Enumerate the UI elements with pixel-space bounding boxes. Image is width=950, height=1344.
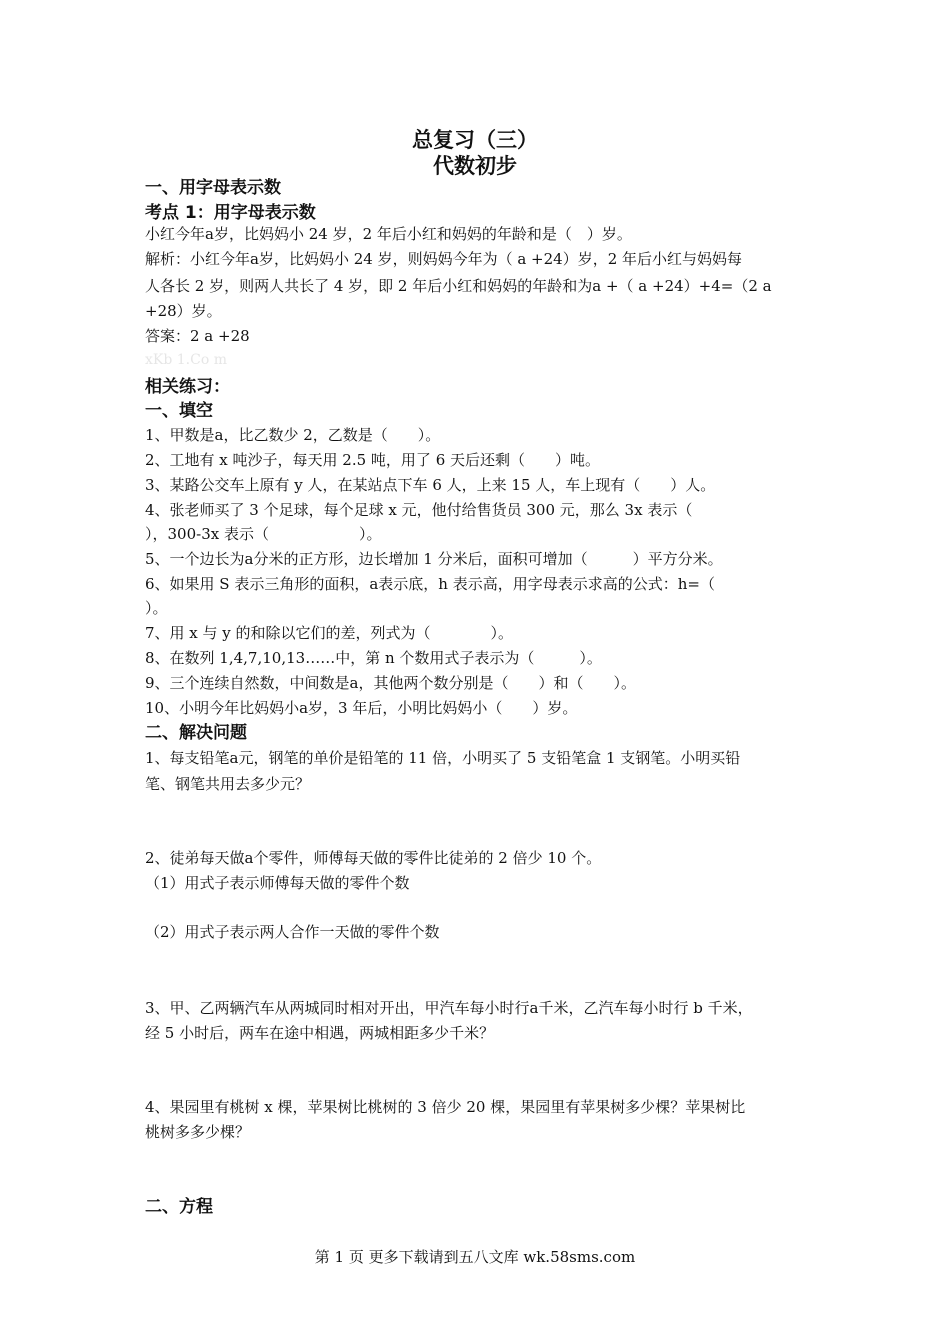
fill-item: 8、在数列 1,4,7,10,13……中，第 n 个数用式子表示为（ ）。: [145, 649, 602, 667]
fill-item: 10、小明今年比妈妈小a岁，3 年后，小明比妈妈小（ ）岁。: [145, 699, 578, 717]
equation-section-heading: 二、方程: [145, 1197, 213, 1217]
solve-item: 桃树多多少棵？: [145, 1123, 251, 1141]
example-analysis-line: 解析：小红今年a岁，比妈妈小 24 岁，则妈妈今年为（ a +24）岁，2 年后小红与妈妈每: [145, 250, 743, 268]
solve-item: 3、甲、乙两辆汽车从两城同时相对开出，甲汽车每小时行a千米，乙汽车每小时行 b 千米，: [145, 999, 753, 1017]
practice-heading: 相关练习：: [145, 377, 230, 397]
fill-item: ），300-3x 表示（ ）。: [145, 525, 382, 543]
key-point-heading: 考点 1：用字母表示数: [145, 203, 316, 223]
solve-item: （1）用式子表示师傅每天做的零件个数: [145, 874, 410, 892]
example-question: 小红今年a岁，比妈妈小 24 岁，2 年后小红和妈妈的年龄和是（ ）岁。: [145, 225, 632, 243]
page-footer: 第 1 页 更多下载请到五八文库 wk.58sms.com: [314, 1248, 636, 1266]
page-title: 总复习（三）: [412, 128, 538, 152]
page-subtitle: 代数初步: [433, 154, 517, 178]
solve-problems-heading: 二、解决问题: [145, 723, 247, 743]
watermark: xKb 1.Co m: [145, 352, 227, 368]
fill-item: 7、用 x 与 y 的和除以它们的差，列式为（ ）。: [145, 624, 514, 642]
solve-item: 4、果园里有桃树 x 棵，苹果树比桃树的 3 倍少 20 棵，果园里有苹果树多少棵？苹果树比: [145, 1098, 746, 1116]
example-answer: 答案：2 a +28: [145, 327, 250, 345]
fill-item: 6、如果用 S 表示三角形的面积，a表示底，h 表示高，用字母表示求高的公式：h=（: [145, 575, 715, 593]
fill-item: 3、某路公交车上原有 y 人，在某站点下车 6 人，上来 15 人，车上现有（ ）人。: [145, 476, 716, 494]
section-heading-letters: 一、用字母表示数: [145, 178, 281, 198]
fill-item: 9、三个连续自然数，中间数是a，其他两个数分别是（ ）和（ ）。: [145, 674, 636, 692]
fill-item: ）。: [145, 599, 168, 617]
fill-item: 1、甲数是a，比乙数少 2，乙数是（ ）。: [145, 426, 441, 444]
solve-item: 1、每支铅笔a元，钢笔的单价是铅笔的 11 倍，小明买了 5 支铅笔盒 1 支钢笔。小明买铅: [145, 749, 741, 767]
solve-item: 2、徒弟每天做a个零件，师傅每天做的零件比徒弟的 2 倍少 10 个。: [145, 849, 602, 867]
example-analysis-line: +28）岁。: [145, 302, 222, 320]
example-analysis-line: 人各长 2 岁，则两人共长了 4 岁，即 2 年后小红和妈妈的年龄和为a +（ a +24）+4=（2 a: [145, 277, 772, 295]
fill-item: 4、张老师买了 3 个足球，每个足球 x 元，他付给售货员 300 元，那么 3x 表示（: [145, 501, 693, 519]
solve-item: 笔、钢笔共用去多少元？: [145, 775, 311, 793]
solve-item: 经 5 小时后，两车在途中相遇，两城相距多少千米？: [145, 1024, 495, 1042]
solve-item: （2）用式子表示两人合作一天做的零件个数: [145, 923, 440, 941]
fill-blank-heading: 一、填空: [145, 401, 213, 421]
fill-item: 5、一个边长为a分米的正方形，边长增加 1 分米后，面积可增加（ ）平方分米。: [145, 550, 723, 568]
fill-item: 2、工地有 x 吨沙子，每天用 2.5 吨，用了 6 天后还剩（ ）吨。: [145, 451, 601, 469]
